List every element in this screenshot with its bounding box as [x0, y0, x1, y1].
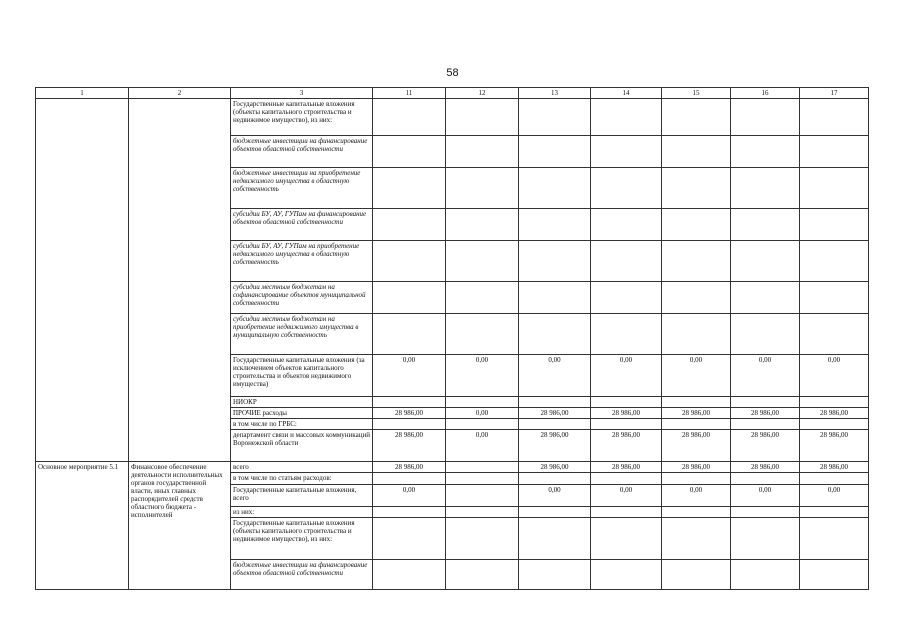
value-cell — [662, 518, 731, 560]
value-cell: 28 986,00 — [800, 430, 869, 462]
value-cell — [662, 209, 731, 241]
value-cell — [591, 209, 662, 241]
value-cell — [373, 136, 446, 168]
value-cell — [373, 507, 446, 518]
value-cell — [373, 314, 446, 355]
value-cell — [662, 560, 731, 590]
row-label: ПРОЧИЕ расходы — [231, 408, 373, 419]
value-cell — [519, 507, 591, 518]
value-cell — [519, 136, 591, 168]
value-cell — [800, 560, 869, 590]
value-cell: 28 986,00 — [591, 408, 662, 419]
value-cell — [731, 99, 800, 136]
description-cell — [129, 99, 231, 462]
header-cell: 11 — [373, 88, 446, 99]
value-cell — [446, 99, 519, 136]
row-label: бюджетные инвестиции на приобретение недвижимого имущества в областную собственность — [231, 168, 373, 209]
value-cell: 28 986,00 — [519, 462, 591, 473]
value-cell — [662, 168, 731, 209]
row-label: бюджетные инвестиции на финансирование объектов областной собственности — [231, 136, 373, 168]
value-cell — [731, 241, 800, 282]
value-cell — [800, 209, 869, 241]
value-cell — [800, 136, 869, 168]
value-cell — [800, 419, 869, 430]
value-cell — [591, 560, 662, 590]
value-cell — [662, 241, 731, 282]
value-cell — [373, 282, 446, 314]
value-cell — [591, 241, 662, 282]
budget-table — [35, 87, 869, 590]
row-label: бюджетные инвестиции на финансирование объектов областной собственности — [231, 560, 373, 590]
value-cell: 28 986,00 — [373, 462, 446, 473]
value-cell — [519, 419, 591, 430]
value-cell — [373, 99, 446, 136]
value-cell — [662, 282, 731, 314]
value-cell — [373, 473, 446, 485]
value-cell: 0,00 — [446, 408, 519, 419]
value-cell: 0,00 — [800, 355, 869, 397]
header-cell: 14 — [591, 88, 662, 99]
header-cell: 15 — [662, 88, 731, 99]
value-cell — [662, 507, 731, 518]
value-cell: 28 986,00 — [662, 462, 731, 473]
value-cell — [800, 397, 869, 408]
value-cell — [519, 241, 591, 282]
value-cell — [519, 473, 591, 485]
header-cell: 1 — [36, 88, 129, 99]
header-cell: 12 — [446, 88, 519, 99]
header-cell: 16 — [731, 88, 800, 99]
header-cell: 3 — [231, 88, 373, 99]
value-cell — [519, 168, 591, 209]
value-cell — [731, 209, 800, 241]
row-label: Государственные капитальные вложения (объекты капитального строительства и недвижимое имущество), из них: — [231, 518, 373, 560]
value-cell — [800, 518, 869, 560]
value-cell: 0,00 — [662, 355, 731, 397]
value-cell — [800, 99, 869, 136]
row-label: субсидии местным бюджетам на приобретение недвижимого имущества в муниципальную собственность — [231, 314, 373, 355]
value-cell: 28 986,00 — [591, 462, 662, 473]
value-cell: 28 986,00 — [731, 408, 800, 419]
value-cell — [591, 419, 662, 430]
value-cell — [662, 419, 731, 430]
value-cell — [446, 462, 519, 473]
header-cell: 17 — [800, 88, 869, 99]
activity-name-cell: Основное мероприятие 5.1 — [36, 462, 129, 590]
value-cell — [519, 560, 591, 590]
value-cell: 28 986,00 — [800, 408, 869, 419]
value-cell — [731, 507, 800, 518]
value-cell — [373, 209, 446, 241]
value-cell: 28 986,00 — [519, 408, 591, 419]
value-cell: 28 986,00 — [731, 430, 800, 462]
value-cell: 28 986,00 — [373, 408, 446, 419]
value-cell — [446, 209, 519, 241]
value-cell — [731, 168, 800, 209]
value-cell — [373, 560, 446, 590]
value-cell — [446, 136, 519, 168]
value-cell — [591, 473, 662, 485]
value-cell — [800, 473, 869, 485]
value-cell — [591, 518, 662, 560]
program-cell — [36, 99, 129, 462]
value-cell — [446, 507, 519, 518]
value-cell — [446, 473, 519, 485]
row-label: Государственные капитальные вложения (за исключением объектов капитального строительства и объектов недвижимого имущества) — [231, 355, 373, 397]
row-label: из них: — [231, 507, 373, 518]
value-cell — [731, 397, 800, 408]
row-label: субсидии местным бюджетам на софинансирование объектов муниципальной собственности — [231, 282, 373, 314]
value-cell — [519, 314, 591, 355]
value-cell — [591, 507, 662, 518]
value-cell — [446, 168, 519, 209]
value-cell: 0,00 — [446, 355, 519, 397]
activity-description-cell: Финансовое обеспечение деятельности исполнительных органов государственной власти, иных главных распорядителей средств областного бюджета - исполнителей — [129, 462, 231, 590]
value-cell — [731, 473, 800, 485]
value-cell — [373, 518, 446, 560]
value-cell: 0,00 — [373, 355, 446, 397]
value-cell — [373, 397, 446, 408]
value-cell — [662, 136, 731, 168]
value-cell — [662, 473, 731, 485]
value-cell — [373, 168, 446, 209]
row-label: Государственные капитальные вложения, всего — [231, 485, 373, 507]
value-cell — [800, 507, 869, 518]
value-cell — [800, 282, 869, 314]
value-cell — [446, 419, 519, 430]
value-cell: 0,00 — [591, 485, 662, 507]
value-cell: 28 986,00 — [800, 462, 869, 473]
value-cell — [591, 168, 662, 209]
value-cell — [446, 397, 519, 408]
value-cell: 28 986,00 — [519, 430, 591, 462]
value-cell — [446, 518, 519, 560]
value-cell — [731, 136, 800, 168]
value-cell — [662, 397, 731, 408]
row-label: субсидии БУ, АУ, ГУПам на приобретение недвижимого имущества в областную собственность — [231, 241, 373, 282]
value-cell — [519, 397, 591, 408]
row-label: Государственные капитальные вложения (объекты капитального строительства и недвижимое имущество), из них: — [231, 99, 373, 136]
value-cell — [731, 282, 800, 314]
value-cell — [446, 282, 519, 314]
value-cell: 0,00 — [446, 430, 519, 462]
value-cell — [446, 241, 519, 282]
value-cell: 0,00 — [662, 485, 731, 507]
header-cell: 2 — [129, 88, 231, 99]
table-row — [36, 99, 869, 136]
value-cell — [800, 241, 869, 282]
row-label: департамент связи и массовых коммуникаций Воронежской области — [231, 430, 373, 462]
value-cell — [800, 314, 869, 355]
value-cell — [446, 485, 519, 507]
value-cell — [446, 314, 519, 355]
value-cell — [519, 282, 591, 314]
value-cell — [591, 136, 662, 168]
value-cell: 28 986,00 — [731, 462, 800, 473]
value-cell — [731, 560, 800, 590]
value-cell: 0,00 — [800, 485, 869, 507]
table-row — [36, 462, 869, 473]
value-cell — [519, 518, 591, 560]
value-cell: 0,00 — [591, 355, 662, 397]
row-label: НИОКР — [231, 397, 373, 408]
value-cell — [731, 419, 800, 430]
header-row — [36, 88, 869, 99]
value-cell — [446, 560, 519, 590]
value-cell — [591, 99, 662, 136]
row-label: всего — [231, 462, 373, 473]
value-cell — [591, 397, 662, 408]
value-cell — [519, 99, 591, 136]
header-cell: 13 — [519, 88, 591, 99]
value-cell — [731, 314, 800, 355]
value-cell: 0,00 — [731, 355, 800, 397]
value-cell: 0,00 — [373, 485, 446, 507]
value-cell — [731, 518, 800, 560]
value-cell: 0,00 — [519, 355, 591, 397]
value-cell — [800, 168, 869, 209]
value-cell: 28 986,00 — [662, 430, 731, 462]
value-cell — [373, 419, 446, 430]
value-cell: 0,00 — [731, 485, 800, 507]
value-cell — [591, 282, 662, 314]
row-label: в том числе по ГРБС: — [231, 419, 373, 430]
value-cell — [519, 209, 591, 241]
value-cell — [662, 99, 731, 136]
value-cell: 28 986,00 — [591, 430, 662, 462]
row-label: в том числе по статьям расходов: — [231, 473, 373, 485]
value-cell — [662, 314, 731, 355]
row-label: субсидии БУ, АУ, ГУПам на финансирование объектов областной собственности — [231, 209, 373, 241]
value-cell — [591, 314, 662, 355]
value-cell: 28 986,00 — [662, 408, 731, 419]
value-cell: 28 986,00 — [373, 430, 446, 462]
value-cell — [373, 241, 446, 282]
page-number: 58 — [446, 67, 459, 79]
value-cell: 0,00 — [519, 485, 591, 507]
